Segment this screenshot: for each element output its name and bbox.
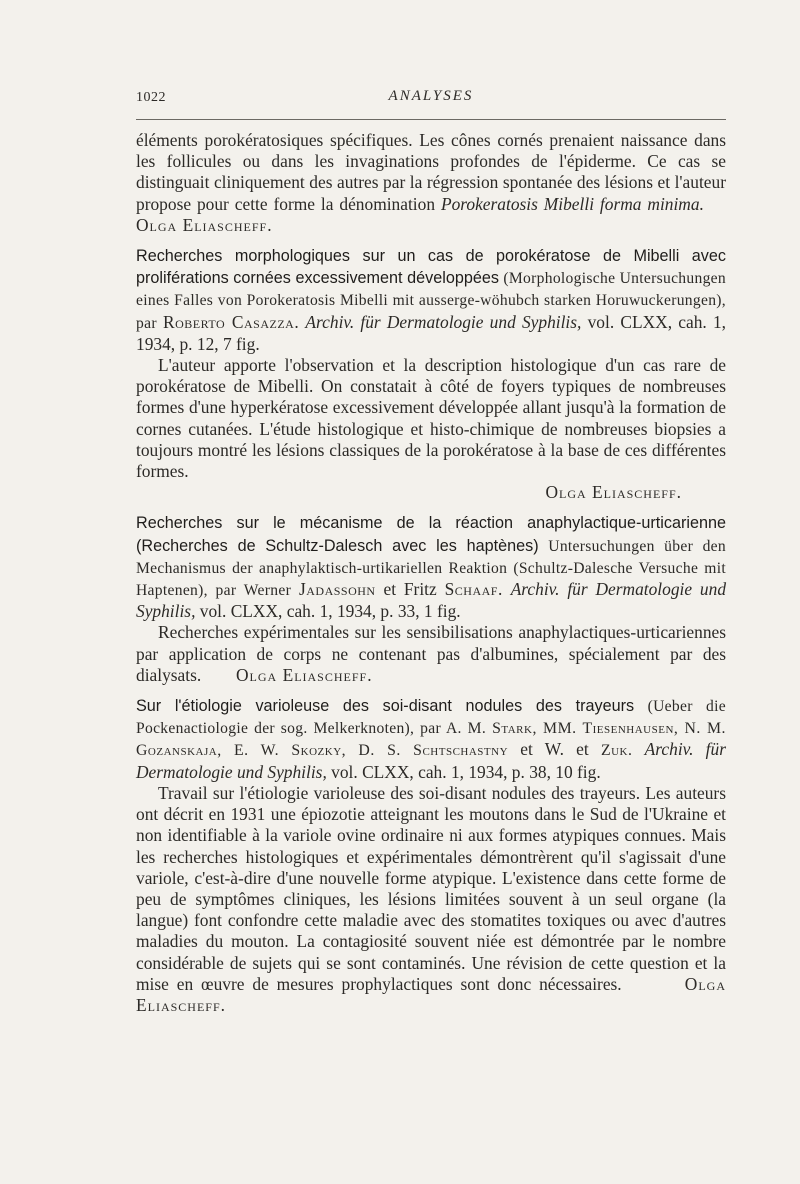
- journal-name: Archiv. für Dermatologie und Syphilis,: [136, 579, 727, 622]
- page-header: [136, 86, 726, 110]
- entry-title: Sur l'étiologie varioleuse des soi-disant nodules des trayeurs: [136, 697, 635, 716]
- intro-text: éléments porokératosiques spécifiques. Les cônes cornés prenaient naissance dans les follicules ou dans les invaginations profondes de l'épiderme. Ce cas se distinguait cliniquement des autres par la régression spontanée des lésions et l'auteur propose pour cette forme la dénomination: [136, 130, 726, 214]
- author-conjunction: et Fritz: [383, 579, 437, 600]
- author-name: Jadassohn: [298, 579, 376, 600]
- running-title: ANALYSES: [388, 88, 474, 104]
- journal-name: Archiv. für Dermatologie und Syphilis,: [136, 739, 726, 782]
- original-title: (Morphologische Untersuchungen eines Falles von Porokeratosis Mibelli mit ausserge-wöhubch starken Horuwuckerungen), par: [136, 270, 726, 332]
- journal-name: Archiv. für Dermatologie und Syphilis,: [305, 311, 582, 332]
- entry-citation: [136, 512, 726, 622]
- author-name: Schaaf.: [444, 579, 503, 600]
- abstract-entry: [136, 245, 726, 503]
- intro-signature: Olga Eliascheff.: [136, 214, 273, 235]
- entry-title: Recherches sur le mécanisme de la réaction anaphylactique-urticarienne (Recherches de Schultz-Dalesch avec les haptènes): [136, 514, 726, 555]
- author-name: Roberto Casazza.: [163, 311, 300, 332]
- intro-term: Porokeratosis Mibelli forma minima.: [440, 193, 704, 214]
- page-number: 1022: [136, 90, 166, 105]
- abstract-entry: [136, 695, 726, 1016]
- intro-block: [136, 130, 726, 236]
- entry-abstract-text: Recherches expérimentales sur les sensibilisations anaphylactiques-urticariennes par application de corps ne contenant pas d'albumines, spécialement par des dialysats.: [136, 622, 726, 685]
- entry-signature: Olga Eliascheff.: [545, 482, 682, 503]
- header-rule: [136, 119, 726, 120]
- entry-title: Recherches morphologiques sur un cas de porokératose de Mibelli avec proliférations cornées excessivement développées: [136, 247, 726, 288]
- author-name: Zuk.: [600, 742, 633, 760]
- entry-signature: Olga Eliascheff.: [236, 664, 373, 685]
- original-title: (Ueber die Pockenactiologie der sog. Melkerknoten), par A. M.: [136, 698, 726, 738]
- original-title: Untersuchungen über den Mechanismus der anaphylaktisch-urtikariellen Reaktion (Schultz-Dalesche Versuche mit Haptenen), par Werner: [136, 537, 726, 600]
- entry-signature: Olga Eliascheff.: [136, 973, 727, 1015]
- entry-abstract: [136, 783, 726, 1016]
- entry-abstract: [136, 622, 726, 686]
- abstract-entry: [136, 512, 726, 686]
- author-conjunction: et W. et: [520, 739, 589, 760]
- entry-signature-line: [136, 482, 726, 503]
- intro-paragraph: [136, 130, 726, 236]
- journal-page: [136, 86, 726, 1016]
- journal-reference: vol. CLXX, cah. 1, 1934, p. 33, 1 fig.: [199, 601, 461, 622]
- journal-reference: vol. CLXX, cah. 1, 1934, p. 12, 7 fig.: [136, 311, 727, 354]
- entry-citation: [136, 695, 726, 783]
- entry-abstract: L'auteur apporte l'observation et la description histologique d'un cas rare de porokératose de Mibelli. On constatait à côté de foyers typiques de nombreuses formes d'une hyperkératose excessivement développée allant jusqu'à la formation de cornes cutanées. L'étude histologique et histo-chimique de nombreuses biopsies a toujours montré les lésions classiques de la porokératose à la base de ces différentes formes.: [136, 355, 726, 482]
- entry-citation: [136, 245, 726, 355]
- journal-reference: vol. CLXX, cah. 1, 1934, p. 38, 10 fig.: [331, 761, 601, 782]
- author-list: Stark, MM. Tiesenhausen, N. M. Gozanskaja, E. W. Skozky, D. S. Schtschastny: [136, 720, 726, 760]
- entry-abstract-text: Travail sur l'étiologie varioleuse des soi-disant nodules des trayeurs. Les auteurs ont décrit en 1931 une épiozotie atteignant les moutons dans le Sud de l'Ukraine et non identifiable à la variole ovine ordinaire ni aux formes atypiques connues. Mais les recherches histologiques et expérimentales démontrèrent qu'il s'agissait d'une variole, c'est-à-dire d'une nouvelle forme atypique. L'existence dans cette forme de peu de symptômes cliniques, les lésions limitées souvent à un seul organe (la langue) font confondre cette maladie avec des stomatites toxiques ou avec d'autres maladies du mouton. La contagiosité souvent niée est démontrée par le nombre considérable de sujets qui se sont contaminés. Une révision de cette question et la mise en œuvre de mesures prophylactiques sont donc nécessaires.: [136, 782, 726, 994]
